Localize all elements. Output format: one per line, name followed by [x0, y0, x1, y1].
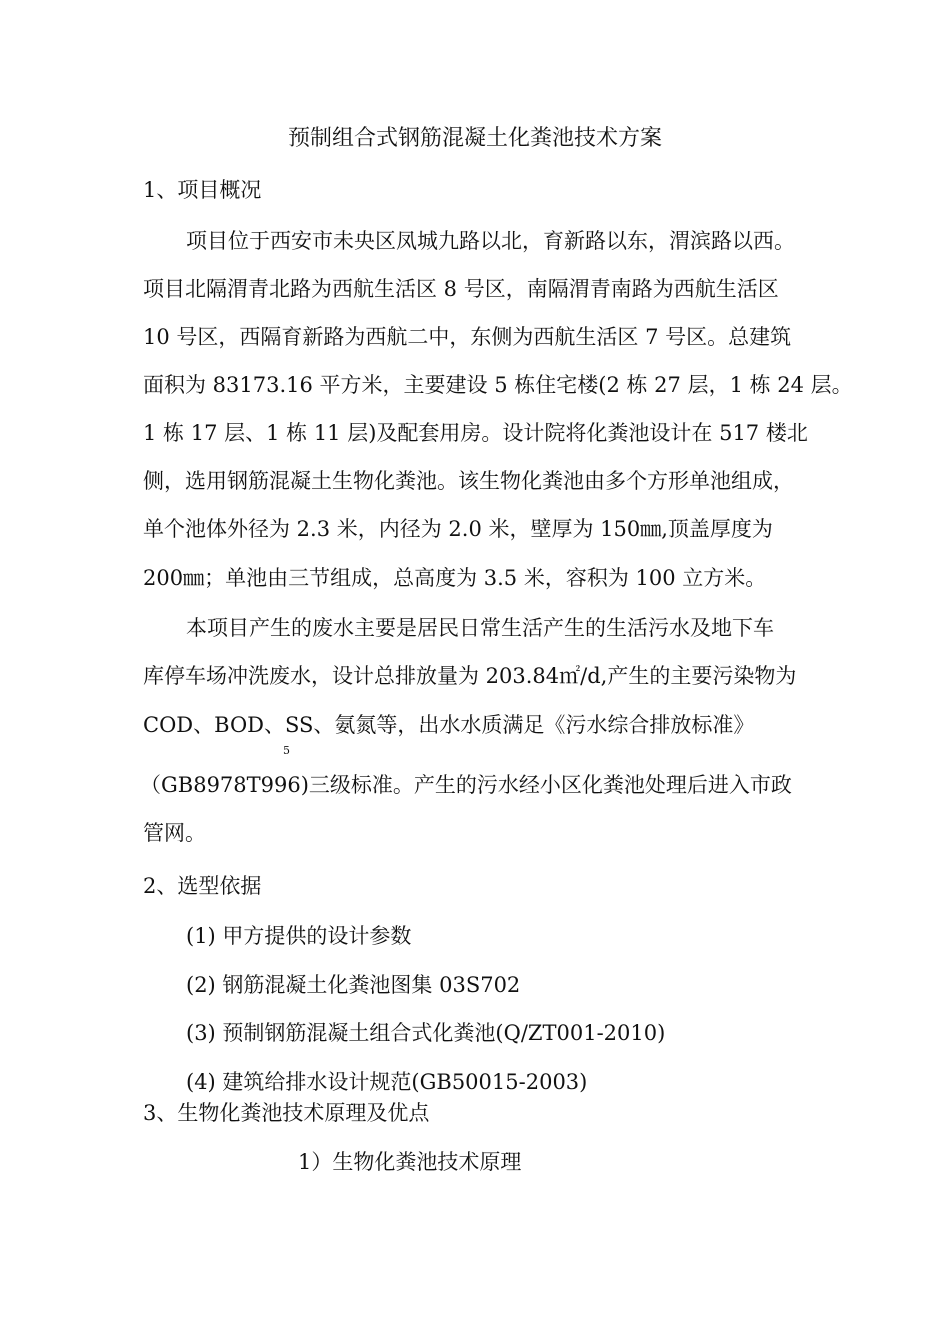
document-title: 预制组合式钢筋混凝土化粪池技术方案	[287, 126, 662, 151]
basis-item-2: (2) 钢筋混凝土化粪池图集 03S702	[186, 973, 521, 997]
paragraph-1-line-1: 项目位于西安市未央区凤城九路以北，育新路以东，渭滨路以西。	[186, 229, 795, 253]
paragraph-2-line-4: （GB8978T996)三级标准。产生的污水经小区化粪池处理后进入市政	[140, 773, 792, 797]
paragraph-1-line-2: 项目北隔渭青北路为西航生活区 8 号区，南隔渭青南路为西航生活区	[143, 277, 779, 301]
basis-item-4: (4) 建筑给排水设计规范(GB50015-2003)	[186, 1070, 588, 1094]
section-3-heading: 3、生物化粪池技术原理及优点	[143, 1101, 430, 1125]
basis-item-3: (3) 预制钢筋混凝土组合式化粪池(Q/ZT001-2010)	[186, 1021, 666, 1045]
paragraph-1-line-3: 10 号区，西隔育新路为西航二中，东侧为西航生活区 7 号区。总建筑	[143, 325, 792, 349]
basis-item-1: (1) 甲方提供的设计参数	[186, 924, 412, 948]
subscript-5: 5	[283, 744, 290, 757]
paragraph-1-line-6: 侧，选用钢筋混凝土生物化粪池。该生物化粪池由多个方形单池组成，	[143, 469, 794, 493]
paragraph-2-line-3: COD、BOD、SS、氨氮等，出水水质满足《污水综合排放标准》	[143, 713, 755, 737]
section-2-heading: 2、选型依据	[143, 874, 262, 898]
paragraph-1-line-4: 面积为 83173.16 平方米，主要建设 5 栋住宅楼(2 栋 27 层，1 栋 24 层。	[143, 373, 853, 397]
paragraph-2-line-1: 本项目产生的废水主要是居民日常生活产生的生活污水及地下车	[186, 616, 774, 640]
paragraph-2-line-2: 库停车场冲洗废水，设计总排放量为 203.84㎡/d,产生的主要污染物为	[143, 664, 797, 688]
section-3-subheading: 1）生物化粪池技术原理	[298, 1150, 522, 1174]
paragraph-2-line-5: 管网。	[143, 821, 206, 845]
section-1-heading: 1、项目概况	[143, 178, 262, 202]
paragraph-1-line-7: 单个池体外径为 2.3 米，内径为 2.0 米，壁厚为 150㎜,顶盖厚度为	[143, 517, 773, 541]
paragraph-1-line-8: 200㎜；单池由三节组成，总高度为 3.5 米，容积为 100 立方米。	[143, 566, 767, 590]
paragraph-1-line-5: 1 栋 17 层、1 栋 11 层)及配套用房。设计院将化粪池设计在 517 楼北	[143, 421, 808, 445]
